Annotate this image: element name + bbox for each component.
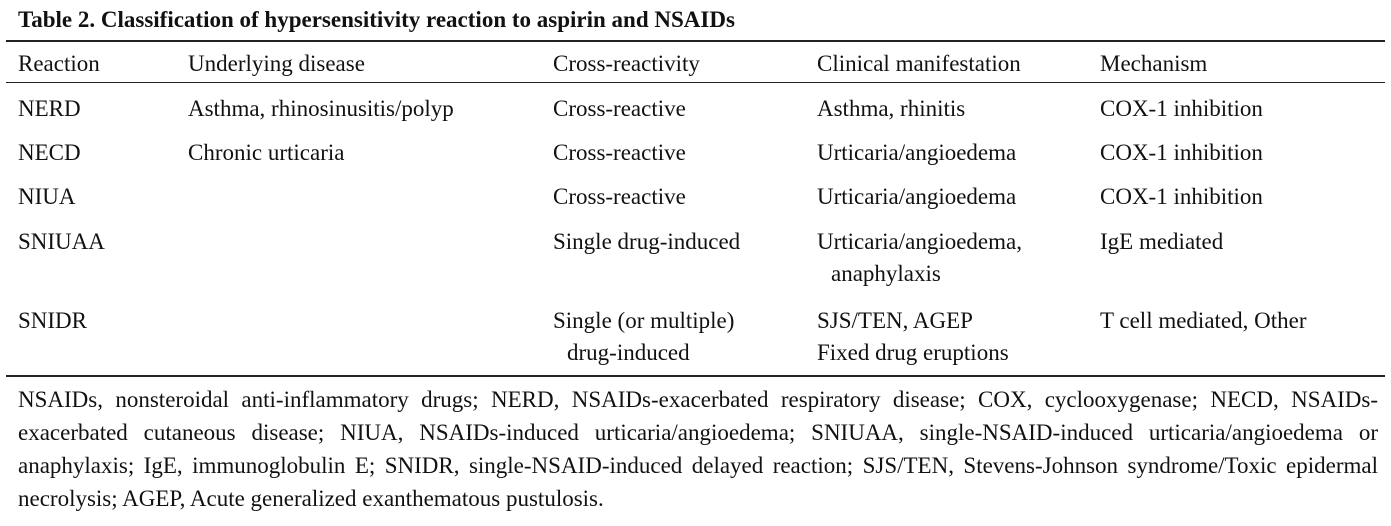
table-top-rule: [6, 40, 1385, 42]
table-title: Table 2. Classification of hypersensitivity reaction to aspirin and NSAIDs: [18, 7, 735, 32]
cell-cross-reactivity: Cross-reactive: [553, 96, 686, 121]
cell-reaction: NIUA: [18, 184, 76, 209]
cell-mechanism: IgE mediated: [1100, 229, 1224, 254]
cell-reaction: SNIDR: [18, 308, 88, 333]
cell-clinical-manifestation: Urticaria/angioedema: [817, 140, 1017, 165]
cell-mechanism: COX-1 inhibition: [1100, 140, 1263, 165]
table-header-rule: [6, 82, 1385, 83]
cell-cross-reactivity: Cross-reactive: [553, 140, 686, 165]
cell-underlying-disease: Asthma, rhinosinusitis/polyp: [188, 96, 454, 121]
header-reaction: Reaction: [18, 51, 100, 76]
table-footnote: NSAIDs, nonsteroidal anti-inflammatory drugs; NERD, NSAIDs-exacerbated respiratory disease; COX, cyclooxygenase; NECD, NSAIDs-exacerbated cutaneous disease; NIUA, NSAIDs-induced urticaria/angioedema; SNIUAA, single-NSAID-induced urticaria/angioedema or anaphylaxis; IgE, immunoglobulin E; SNIDR, single-NSAID-induced delayed reaction; SJS/TEN, Stevens-Johnson syndrome/Toxic epidermal necrolysis; AGEP, Acute generalized exanthematous pustulosis.: [18, 387, 1378, 511]
cell-clinical-manifestation-continued: Fixed drug eruptions: [817, 340, 1009, 365]
cell-mechanism: T cell mediated, Other: [1100, 308, 1307, 333]
header-underlying-disease: Underlying disease: [188, 51, 365, 76]
cell-reaction: NERD: [18, 96, 81, 121]
cell-mechanism: COX-1 inhibition: [1100, 96, 1263, 121]
cell-clinical-manifestation: SJS/TEN, AGEP: [817, 308, 973, 333]
cell-cross-reactivity-continued: drug-induced: [567, 340, 690, 365]
cell-reaction: NECD: [18, 140, 81, 165]
cell-clinical-manifestation: Urticaria/angioedema: [817, 184, 1017, 209]
table-bottom-rule: [6, 375, 1385, 377]
cell-cross-reactivity: Cross-reactive: [553, 184, 686, 209]
header-clinical-manifestation: Clinical manifestation: [817, 51, 1021, 76]
header-cross-reactivity: Cross-reactivity: [553, 51, 700, 76]
cell-cross-reactivity: Single (or multiple): [553, 308, 735, 333]
cell-mechanism: COX-1 inhibition: [1100, 184, 1263, 209]
cell-clinical-manifestation: Urticaria/angioedema,: [817, 229, 1022, 254]
cell-clinical-manifestation-continued: anaphylaxis: [831, 261, 941, 286]
cell-underlying-disease: Chronic urticaria: [188, 140, 345, 165]
cell-reaction: SNIUAA: [18, 229, 105, 254]
header-mechanism: Mechanism: [1100, 51, 1208, 76]
cell-cross-reactivity: Single drug-induced: [553, 229, 741, 254]
cell-clinical-manifestation: Asthma, rhinitis: [817, 96, 966, 121]
